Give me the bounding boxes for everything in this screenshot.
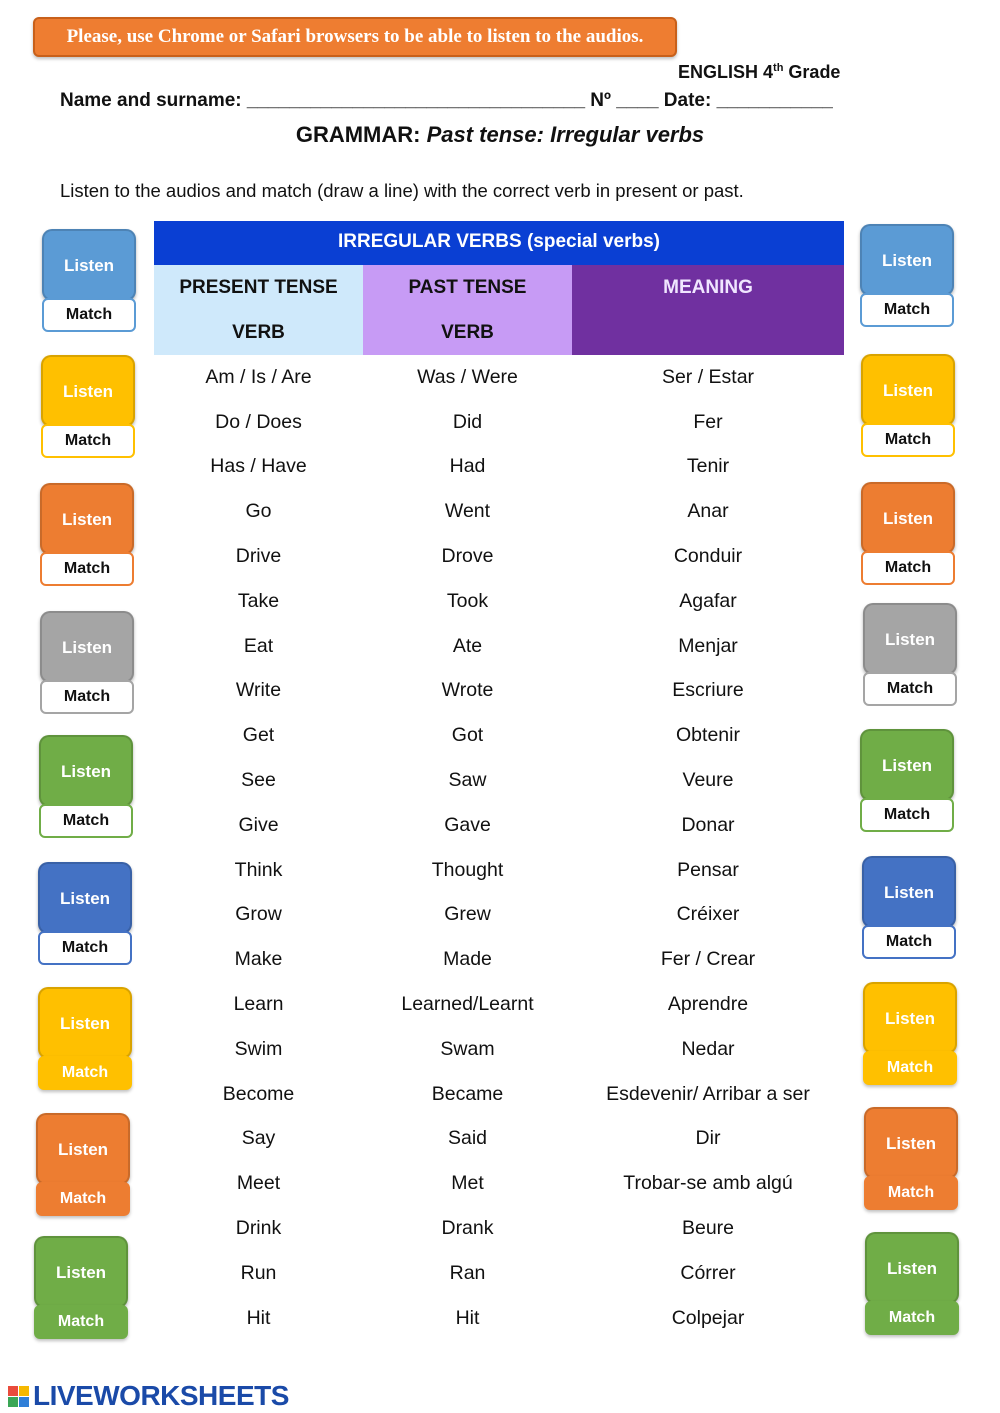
meaning-cell: Pensar xyxy=(677,858,739,881)
past-verb-cell: Became xyxy=(431,1082,504,1105)
present-verb-cell: Meet xyxy=(236,1172,281,1195)
present-verb-cell: Has / Have xyxy=(210,455,307,478)
match-button[interactable]: Match xyxy=(864,1176,958,1210)
match-button[interactable]: Match xyxy=(36,1182,130,1216)
table-row xyxy=(154,758,844,803)
present-verb-cell: See xyxy=(241,769,276,792)
past-verb-cell: Learned/Learnt xyxy=(401,993,534,1016)
listen-button[interactable]: Listen xyxy=(861,354,955,426)
table-row xyxy=(154,1161,844,1206)
browser-notice-banner: Please, use Chrome or Safari browsers to be able to listen to the audios. xyxy=(33,17,677,57)
listen-button[interactable]: Listen xyxy=(860,729,954,801)
present-verb-cell: Am / Is / Are xyxy=(205,365,312,388)
table-row xyxy=(154,1206,844,1251)
present-verb-cell: Hit xyxy=(246,1306,271,1329)
match-button[interactable]: Match xyxy=(863,1051,957,1085)
listen-button[interactable]: Listen xyxy=(42,229,136,301)
table-row xyxy=(154,445,844,490)
match-button[interactable]: Match xyxy=(42,298,136,332)
right-audio-group-4 xyxy=(863,603,957,706)
listen-button[interactable]: Listen xyxy=(863,982,957,1054)
meaning-cell: Aprendre xyxy=(667,993,749,1016)
listen-button[interactable]: Listen xyxy=(862,856,956,928)
name-surname-line: Name and surname: ________________________________ Nº ____ Date: ___________ xyxy=(60,90,833,111)
present-verb-cell: Drive xyxy=(235,545,282,568)
present-verb-cell: Become xyxy=(222,1082,295,1105)
meaning-cell: Fer / Crear xyxy=(660,948,756,971)
present-verb-cell: Eat xyxy=(243,634,274,657)
meaning-cell: Beure xyxy=(681,1217,735,1240)
past-verb-cell: Took xyxy=(446,589,489,612)
instruction-text: Listen to the audios and match (draw a line) with the correct verb in present or past. xyxy=(60,180,744,201)
table-title: IRREGULAR VERBS (special verbs) xyxy=(154,221,844,265)
table-row xyxy=(154,534,844,579)
right-audio-group-3 xyxy=(861,482,955,585)
grade-label: ENGLISH 4th Grade xyxy=(678,62,841,82)
past-verb-cell: Hit xyxy=(455,1306,480,1329)
listen-button[interactable]: Listen xyxy=(39,735,133,807)
meaning-cell: Tenir xyxy=(686,455,730,478)
present-verb-cell: Think xyxy=(234,858,283,881)
match-button[interactable]: Match xyxy=(39,804,133,838)
past-verb-cell: Drove xyxy=(441,545,494,568)
liveworksheets-logo-icon xyxy=(8,1386,30,1408)
past-verb-cell: Got xyxy=(451,724,484,747)
past-verb-cell: Did xyxy=(452,410,483,433)
match-button[interactable]: Match xyxy=(41,424,135,458)
past-verb-cell: Gave xyxy=(444,813,491,836)
present-verb-cell: Get xyxy=(242,724,275,747)
header-meaning: MEANING xyxy=(572,265,844,355)
listen-button[interactable]: Listen xyxy=(864,1107,958,1179)
past-verb-cell: Saw xyxy=(448,769,487,792)
listen-button[interactable]: Listen xyxy=(38,987,132,1059)
table-body xyxy=(154,355,844,1341)
listen-button[interactable]: Listen xyxy=(40,483,134,555)
match-button[interactable]: Match xyxy=(862,925,956,959)
table-row xyxy=(154,713,844,758)
past-verb-cell: Thought xyxy=(431,858,504,881)
past-verb-cell: Grew xyxy=(444,903,491,926)
meaning-cell: Esdevenir/ Arribar a ser xyxy=(606,1082,810,1105)
past-verb-cell: Went xyxy=(444,500,491,523)
match-button[interactable]: Match xyxy=(40,680,134,714)
left-audio-group-2 xyxy=(41,355,135,458)
right-audio-group-8 xyxy=(864,1107,958,1210)
table-row xyxy=(154,893,844,938)
left-audio-group-7 xyxy=(38,987,132,1090)
table-header xyxy=(154,265,844,355)
right-audio-group-2 xyxy=(861,354,955,457)
past-verb-cell: Ran xyxy=(449,1261,486,1284)
past-verb-cell: Drank xyxy=(441,1217,494,1240)
header-present-tense: PRESENT TENSE VERB xyxy=(154,265,363,355)
right-audio-group-1 xyxy=(860,224,954,327)
listen-button[interactable]: Listen xyxy=(865,1232,959,1304)
right-audio-group-9 xyxy=(865,1232,959,1335)
listen-button[interactable]: Listen xyxy=(41,355,135,427)
left-audio-group-1 xyxy=(42,229,136,332)
present-verb-cell: Go xyxy=(245,500,272,523)
past-verb-cell: Was / Were xyxy=(417,365,518,388)
match-button[interactable]: Match xyxy=(38,1056,132,1090)
table-row xyxy=(154,803,844,848)
header-past-tense: PAST TENSE VERB xyxy=(363,265,572,355)
table-row xyxy=(154,400,844,445)
present-verb-cell: Do / Does xyxy=(215,410,302,433)
meaning-cell: Escriure xyxy=(672,679,744,702)
table-row xyxy=(154,579,844,624)
table-row xyxy=(154,982,844,1027)
past-verb-cell: Had xyxy=(449,455,486,478)
present-verb-cell: Grow xyxy=(235,903,282,926)
listen-button[interactable]: Listen xyxy=(40,611,134,683)
meaning-cell: Trobar-se amb algú xyxy=(623,1172,793,1195)
listen-button[interactable]: Listen xyxy=(860,224,954,296)
match-button[interactable]: Match xyxy=(863,672,957,706)
match-button[interactable]: Match xyxy=(40,552,134,586)
past-verb-cell: Wrote xyxy=(441,679,494,702)
past-verb-cell: Said xyxy=(447,1127,488,1150)
present-verb-cell: Give xyxy=(238,813,279,836)
table-row xyxy=(154,848,844,893)
match-button[interactable]: Match xyxy=(865,1301,959,1335)
table-row xyxy=(154,489,844,534)
match-button[interactable]: Match xyxy=(860,293,954,327)
past-verb-cell: Made xyxy=(443,948,492,971)
meaning-cell: Menjar xyxy=(678,634,738,657)
present-verb-cell: Take xyxy=(237,589,280,612)
match-button[interactable]: Match xyxy=(34,1305,128,1339)
table-row xyxy=(154,1072,844,1117)
present-verb-cell: Swim xyxy=(234,1037,283,1060)
present-verb-cell: Write xyxy=(235,679,282,702)
listen-button[interactable]: Listen xyxy=(34,1236,128,1308)
meaning-cell: Veure xyxy=(682,769,734,792)
present-verb-cell: Make xyxy=(234,948,283,971)
listen-button[interactable]: Listen xyxy=(38,862,132,934)
liveworksheets-logo: LIVEWORKSHEETS xyxy=(33,1380,289,1411)
table-row xyxy=(154,669,844,714)
meaning-cell: Colpejar xyxy=(671,1306,745,1329)
table-row xyxy=(154,1251,844,1296)
meaning-cell: Nedar xyxy=(681,1037,735,1060)
past-verb-cell: Swam xyxy=(440,1037,495,1060)
meaning-cell: Córrer xyxy=(680,1261,736,1284)
left-audio-group-8 xyxy=(36,1113,130,1216)
page-title: GRAMMAR: Past tense: Irregular verbs xyxy=(295,122,705,147)
past-verb-cell: Met xyxy=(451,1172,484,1195)
meaning-cell: Dir xyxy=(695,1127,721,1150)
table-row xyxy=(154,624,844,669)
left-audio-group-6 xyxy=(38,862,132,965)
meaning-cell: Anar xyxy=(687,500,729,523)
listen-button[interactable]: Listen xyxy=(863,603,957,675)
listen-button[interactable]: Listen xyxy=(36,1113,130,1185)
left-audio-group-4 xyxy=(40,611,134,714)
table-row xyxy=(154,1117,844,1162)
left-audio-group-9 xyxy=(34,1236,128,1339)
left-audio-group-5 xyxy=(39,735,133,838)
meaning-cell: Agafar xyxy=(679,589,737,612)
right-audio-group-6 xyxy=(862,856,956,959)
table-row xyxy=(154,937,844,982)
table-row xyxy=(154,1027,844,1072)
left-audio-group-3 xyxy=(40,483,134,586)
present-verb-cell: Say xyxy=(241,1127,276,1150)
meaning-cell: Créixer xyxy=(676,903,740,926)
match-button[interactable]: Match xyxy=(38,931,132,965)
meaning-cell: Obtenir xyxy=(676,724,740,747)
right-audio-group-5 xyxy=(860,729,954,832)
irregular-verbs-table xyxy=(154,221,844,1341)
present-verb-cell: Run xyxy=(240,1261,277,1284)
present-verb-cell: Learn xyxy=(233,993,284,1016)
table-row xyxy=(154,355,844,400)
meaning-cell: Conduir xyxy=(673,545,743,568)
past-verb-cell: Ate xyxy=(452,634,483,657)
match-button[interactable]: Match xyxy=(861,423,955,457)
meaning-cell: Donar xyxy=(681,813,735,836)
match-button[interactable]: Match xyxy=(861,551,955,585)
match-button[interactable]: Match xyxy=(860,798,954,832)
meaning-cell: Fer xyxy=(693,410,723,433)
right-audio-group-7 xyxy=(863,982,957,1085)
listen-button[interactable]: Listen xyxy=(861,482,955,554)
meaning-cell: Ser / Estar xyxy=(661,365,755,388)
table-row xyxy=(154,1296,844,1341)
present-verb-cell: Drink xyxy=(235,1217,282,1240)
